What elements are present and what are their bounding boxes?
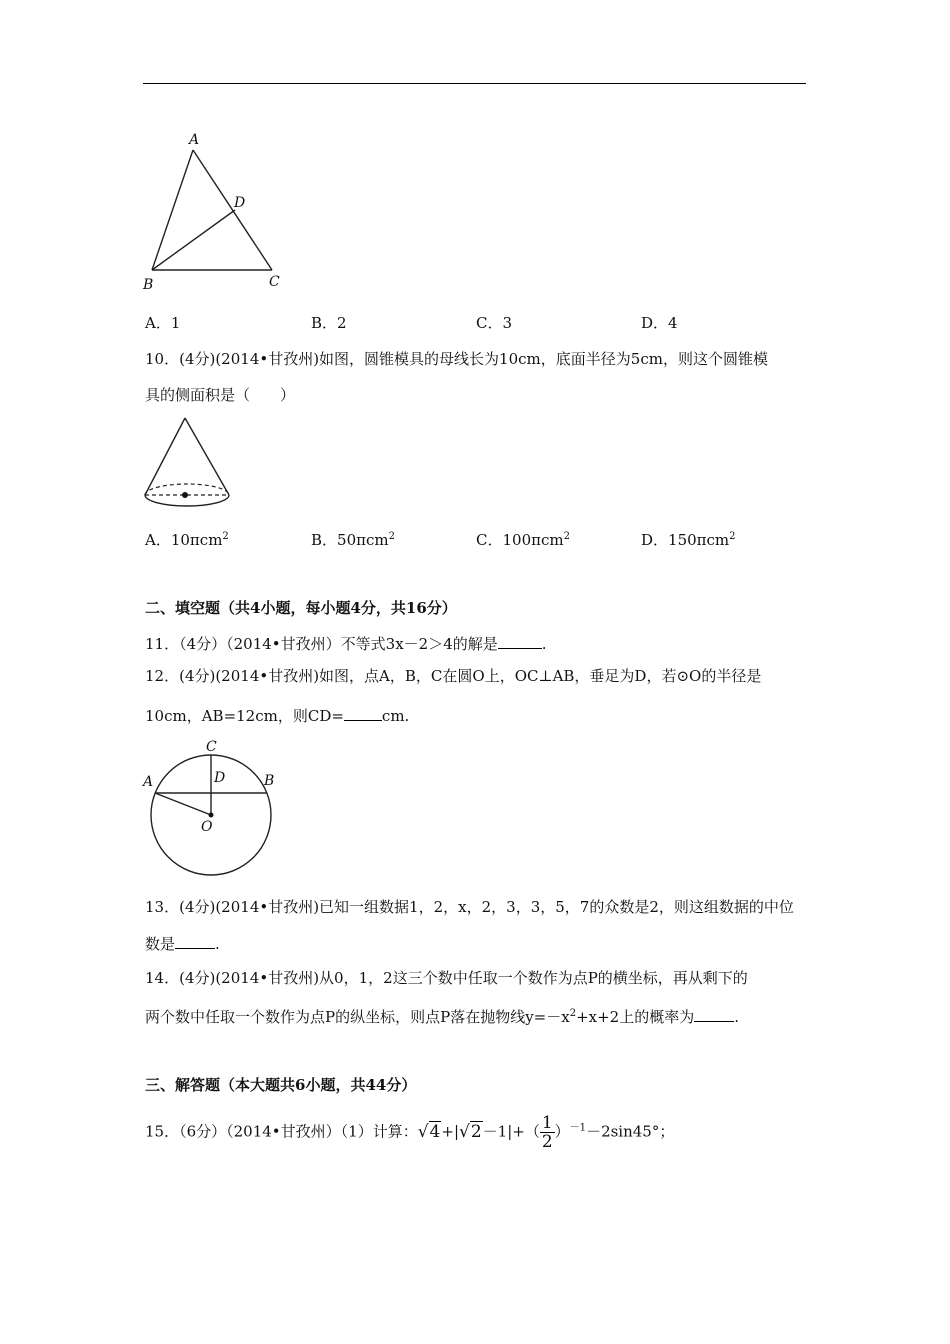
label-b: B — [143, 277, 154, 293]
label-c: C — [206, 739, 217, 755]
section3-title: 三、解答题（本大题共6小题，共44分） — [145, 1076, 417, 1094]
q10-line2: 具的侧面积是（ ） — [145, 386, 296, 404]
q9-option-a: A．1 — [145, 314, 181, 332]
q12-line2: 10cm，AB=12cm，则CD= cm. — [145, 707, 410, 725]
q10-line1: 10．(4分)(2014•甘孜州)如图，圆锥模具的母线长为10cm，底面半径为5cm，则这个圆锥模 — [145, 350, 768, 368]
label-d: D — [214, 770, 226, 786]
header-rule — [143, 83, 806, 84]
q10-option-a: A．10πcm$^2$ — [145, 531, 229, 549]
q10-option-c: C．100πcm$^2$ — [476, 531, 570, 549]
q9-option-b: B．2 — [311, 314, 347, 332]
circle-figure — [140, 735, 290, 880]
q12-line1: 12．(4分)(2014•甘孜州)如图，点A，B，C在圆O上，OC⊥AB，垂足为D，若⊙O的半径是 — [145, 667, 762, 685]
label-a: A — [143, 774, 154, 790]
label-o: O — [201, 819, 213, 835]
q10-option-d: D．150πcm$^2$ — [641, 531, 736, 549]
sqrt-two: √2 — [459, 1121, 482, 1142]
sqrt-four: √4 — [417, 1121, 441, 1142]
label-d: D — [234, 195, 246, 211]
triangle-figure — [140, 128, 300, 298]
cone-figure — [140, 412, 240, 514]
section2-title: 二、填空题（共4小题，每小题4分，共16分） — [145, 599, 457, 617]
fraction-one-half: $\frac{1}{2}$ — [541, 1113, 553, 1152]
q13-line2: 数是 . — [145, 935, 220, 953]
label-c: C — [269, 274, 280, 290]
q9-option-c: C．3 — [476, 314, 513, 332]
q13-line1: 13．(4分)(2014•甘孜州)已知一组数据1，2，x，2，3，3，5，7的众数是2，则这组数据的中位 — [145, 898, 794, 916]
q9-option-d: D．4 — [641, 314, 678, 332]
q14-line1: 14．(4分)(2014•甘孜州)从0，1，2这三个数中任取一个数作为点P的横坐标，再从剩下的 — [145, 969, 748, 987]
label-b: B — [264, 773, 275, 789]
label-a: A — [189, 132, 200, 148]
q11: 11．（4分）（2014•甘孜州）不等式3x－2＞4的解是 . — [145, 635, 547, 653]
q14-line2: 两个数中任取一个数作为点P的纵坐标，则点P落在抛物线$y=-x^2+x+2$上的概率为 . — [145, 1008, 739, 1026]
q10-option-b: B．50πcm$^2$ — [311, 531, 395, 549]
q15: 15．（6分）（2014•甘孜州）（1）计算：√4+|√2－1|+（ $\frac{1}{2}$ ）$^{-1}$－2sin45°； — [145, 1113, 675, 1152]
